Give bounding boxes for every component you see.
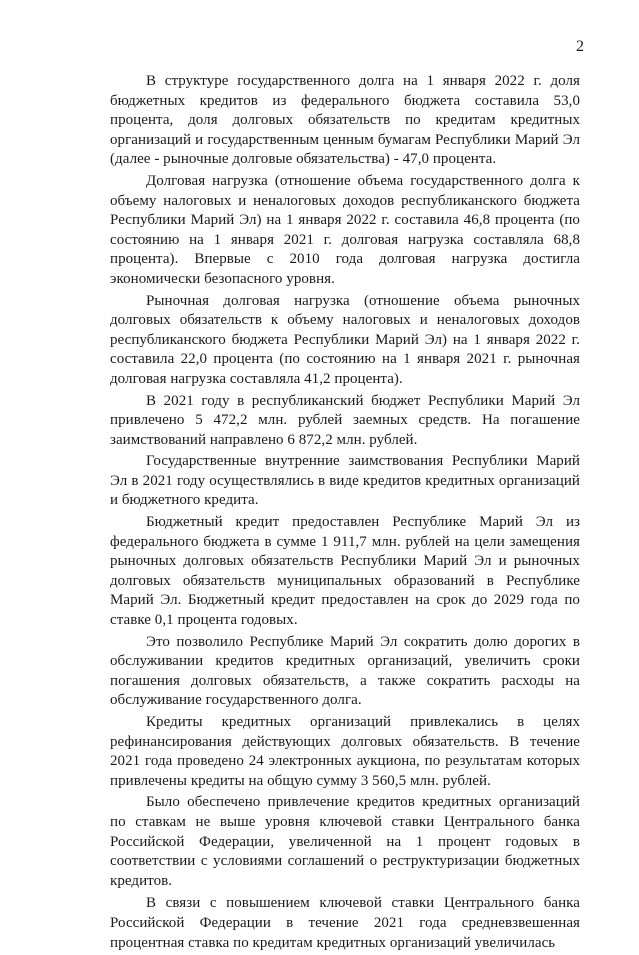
paragraph-key-rate: В связи с повышением ключевой ставки Центрального банка Российской Федерации в течение 2021 года средневзвешенная процентная ставка по кредитам кредитных организаций увеличилась: [110, 895, 580, 951]
document-body: [110, 72, 580, 955]
paragraph-borrowings-2021: В 2021 году в республиканский бюджет Республики Марий Эл привлечено 5 472,2 млн. рублей заемных средств. На погашение заимствований направлено 6 872,2 млн. рублей.: [110, 392, 580, 448]
paragraph-bank-credits: Кредиты кредитных организаций привлекались в целях рефинансирования действующих долговых обязательств. В течение 2021 года проведено 24 электронных аукциона, по результатам которых привлечены кредиты на общую сумму 3 560,5 млн. рублей.: [110, 714, 580, 789]
page-number: 2: [576, 38, 584, 55]
paragraph-credit-rates: Было обеспечено привлечение кредитов кредитных организаций по ставкам не выше уровня ключевой ставки Центрального банка Российской Федерации, увеличенной на 1 процент годовых в соответствии с условиями соглашений о реструктуризации бюджетных кредитов.: [110, 794, 580, 889]
paragraph-internal-borrowings: Государственные внутренние заимствования Республики Марий Эл в 2021 году осуществлялись в виде кредитов кредитных организаций и бюджетного кредита.: [110, 453, 580, 509]
paragraph-debt-load: Долговая нагрузка (отношение объема государственного долга к объему налоговых и неналоговых доходов республиканского бюджета Республики Марий Эл) на 1 января 2022 г. составила 46,8 процента (по состоянию на 1 января 2021 г. долговая нагрузка составляла 68,8 процента). Впервые с 2010 года долговая нагрузка достигла экономически безопасного уровня.: [110, 172, 580, 287]
paragraph-market-debt-load: Рыночная долговая нагрузка (отношение объема рыночных долговых обязательств к объему налоговых и неналоговых доходов республиканского бюджета Республики Марий Эл) на 1 января 2022 г. составила 22,0 процента (по состоянию на 1 января 2021 г. рыночная долговая нагрузка составляла 41,2 процента).: [110, 292, 580, 387]
paragraph-effect: Это позволило Республике Марий Эл сократить долю дорогих в обслуживании кредитов кредитных организаций, увеличить сроки погашения долговых обязательств, а также сократить расходы на обслуживание государственного долга.: [110, 633, 580, 709]
paragraph-debt-structure: В структуре государственного долга на 1 января 2022 г. доля бюджетных кредитов из федерального бюджета составила 53,0 процента, доля долговых обязательств по кредитам кредитных организаций и государственным ценным бумагам Республики Марий Эл (далее - рыночные долговые обязательства) - 47,0 процента.: [110, 73, 580, 168]
paragraph-budget-credit: Бюджетный кредит предоставлен Республике Марий Эл из федерального бюджета в сумме 1 911,7 млн. рублей на цели замещения рыночных долговых обязательств Республики Марий Эл и рыночных долговых обязательств муниципальных образований в Республике Марий Эл. Бюджетный кредит предоставлен на срок до 2029 года по ставке 0,1 процента годовых.: [110, 514, 580, 629]
